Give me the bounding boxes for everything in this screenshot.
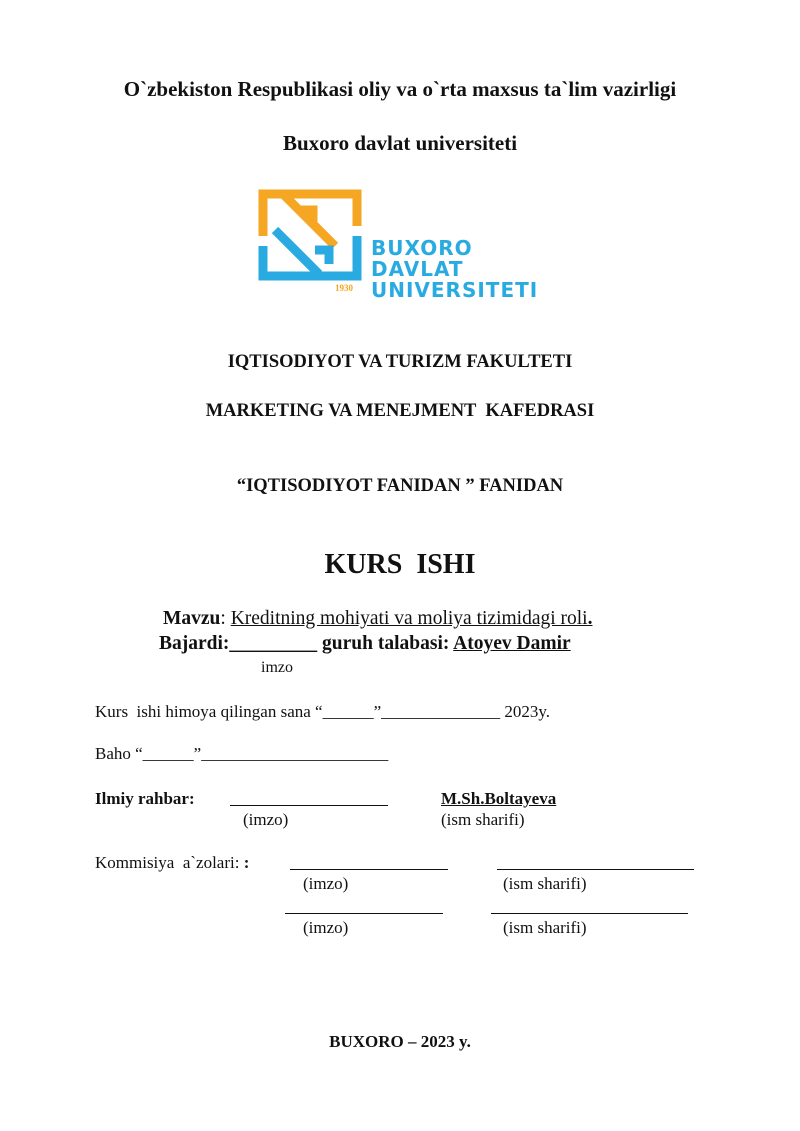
university-logo — [255, 186, 555, 306]
footer-city-year: BUXORO – 2023 y. — [329, 1032, 471, 1051]
logo-line-buxoro: BUXORO — [371, 236, 473, 260]
student-name: Atoyev Damir — [453, 633, 571, 654]
performer-line — [159, 633, 571, 655]
faculty-title: IQTISODIYOT VA TURIZM FAKULTETI — [227, 352, 573, 372]
performer-label: Bajardi: — [159, 633, 230, 654]
topic-line — [163, 608, 592, 630]
performer-middle: guruh talabasi: — [317, 633, 454, 654]
topic-value: Kreditning mohiyati va moliya tizimidagi roli — [230, 608, 588, 629]
logo-year: 1930 — [335, 283, 353, 293]
grade-line: Baho “______”______________________ — [95, 744, 389, 763]
commission-label-line — [95, 853, 249, 873]
ministry-title: O`zbekiston Respublikasi oliy va o`rta maxsus ta`lim vazirligi — [123, 77, 677, 101]
commission-2-signature-line — [285, 913, 443, 914]
commission-1-sign-caption: (imzo) — [303, 874, 349, 893]
commission-colon: : — [243, 853, 250, 872]
commission-2-sign-caption: (imzo) — [303, 918, 349, 937]
subject-title: “IQTISODIYOT FANIDAN ” FANIDAN — [236, 476, 564, 496]
advisor-name-caption: (ism sharifi) — [441, 810, 525, 829]
document-type: KURS ISHI — [324, 549, 476, 580]
topic-colon: : — [220, 608, 231, 629]
department-title: MARKETING VA MENEJMENT KAFEDRASI — [205, 401, 595, 421]
advisor-signature-line — [230, 805, 388, 806]
logo-line-davlat: DAVLAT — [371, 257, 464, 281]
defense-date-line: Kurs ishi himoya qilingan sana “______”______________ 2023y. — [95, 702, 551, 721]
advisor-label: Ilmiy rahbar: — [95, 789, 195, 808]
commission-2-name-line — [491, 913, 688, 914]
university-title: Buxoro davlat universiteti — [282, 131, 518, 155]
commission-1-name-caption: (ism sharifi) — [503, 874, 587, 893]
commission-1-signature-line — [290, 869, 448, 870]
topic-label: Mavzu — [163, 608, 221, 629]
performer-sign-caption: imzo — [261, 659, 293, 676]
commission-2-name-caption: (ism sharifi) — [503, 918, 587, 937]
logo-line-universiteti: UNIVERSITETI — [371, 278, 539, 302]
advisor-name: M.Sh.Boltayeva — [441, 789, 557, 808]
performer-blank: _________ — [229, 633, 318, 654]
commission-label: Kommisiya a`zolari: — [95, 853, 244, 872]
topic-period: . — [587, 608, 593, 629]
advisor-sign-caption: (imzo) — [243, 810, 289, 829]
commission-1-name-line — [497, 869, 694, 870]
